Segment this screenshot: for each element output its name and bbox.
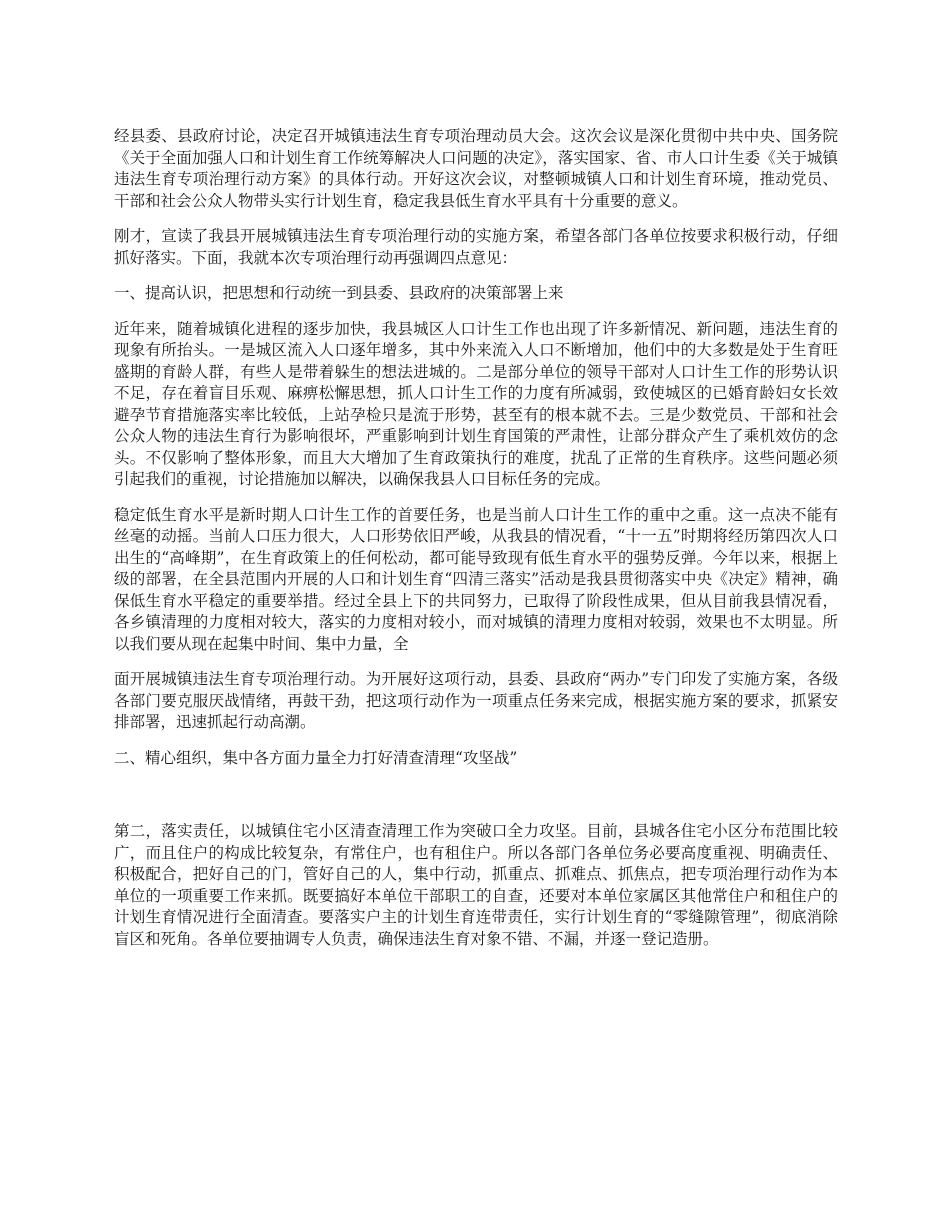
- paragraph-stability: 稳定低生育水平是新时期人口计生工作的首要任务，也是当前人口计生工作的重中之重。这一点决不能有丝毫的动摇。当前人口压力很大，人口形势依旧严峻，从我县的情况看，“十一五”时期将经历第四次人口出生的“高峰期”，在生育政策上的任何松动，都可能导致现有低生育水平的强势反弹。今年以来，根据上级的部署，在全县范围内开展的人口和计划生育“四清三落实”活动是我县贯彻落实中央《决定》精神，确保低生育水平稳定的重要举措。经过全县上下的共同努力，已取得了阶段性成果，但从目前我县情况看，各乡镇清理的力度相对较大，落实的力度相对较小，而对城镇的清理力度相对较弱，效果也不太明显。所以我们要从现在起集中时间、集中力量，全: [114, 505, 838, 653]
- section-heading-2: 二、精心组织，集中各方面力量全力打好清查清理“攻坚战”: [114, 748, 518, 767]
- paragraph-responsibility: 第二，落实责任，以城镇住宅小区清查清理工作为突破口全力攻坚。目前，县城各住宅小区分布范围比较广，而且住户的构成比较复杂，有常住户，也有租住户。所以各部门各单位务必要高度重视、明确责任、积极配合，把好自己的门，管好自己的人，集中行动，抓重点、抓难点、抓焦点，把专项治理行动作为本单位的一项重要工作来抓。既要搞好本单位干部职工的自查，还要对本单位家属区其他常住户和租住户的计划生育情况进行全面清查。要落实户主的计划生育连带责任，实行计划生育的“零缝隙管理”，彻底消除盲区和死角。各单位要抽调专人负责，确保违法生育对象不错、不漏，并逐一登记造册。: [114, 822, 838, 948]
- document-body: [114, 126, 838, 964]
- paragraph-plan: 刚才，宣读了我县开展城镇违法生育专项治理行动的实施方案，希望各部门各单位按要求积极行动，仔细抓好落实。下面，我就本次专项治理行动再强调四点意见：: [114, 227, 838, 267]
- paragraph-action: 面开展城镇违法生育专项治理行动。为开展好这项行动，县委、县政府“两办”专门印发了实施方案，各级各部门要克服厌战情绪，再鼓干劲，把这项行动作为一项重点任务来完成，根据实施方案的要求，抓紧安排部署，迅速抓起行动高潮。: [114, 670, 838, 731]
- paragraph-problems: 近年来，随着城镇化进程的逐步加快，我县城区人口计生工作也出现了许多新情况、新问题，违法生育的现象有所抬头。一是城区流入人口逐年增多，其中外来流入人口不断增加，他们中的大多数是处于生育旺盛期的育龄人群，有些人是带着躲生的想法进城的。二是部分单位的领导干部对人口计生工作的形势认识不足，存在着盲目乐观、麻痹松懈思想，抓人口计生工作的力度有所减弱，致使城区的已婚育龄妇女长效避孕节育措施落实率比较低，上站孕检只是流于形势，甚至有的根本就不去。三是少数党员、干部和社会公众人物的违法生育行为影响很坏，严重影响到计划生育国策的严肃性，让部分群众产生了乘机效仿的念头。不仅影响了整体形象，而且大大增加了生育政策执行的难度，扰乱了正常的生育秩序。这些问题必须引起我们的重视，讨论措施加以解决，以确保我县人口目标任务的完成。: [114, 319, 838, 488]
- paragraph-intro: 经县委、县政府讨论，决定召开城镇违法生育专项治理动员大会。这次会议是深化贯彻中共中央、国务院《关于全面加强人口和计划生育工作统筹解决人口问题的决定》，落实国家、省、市人口计生委《关于城镇违法生育专项治理行动方案》的具体行动。开好这次会议，对整顿城镇人口和计划生育环境，推动党员、干部和社会公众人物带头实行计划生育，稳定我县低生育水平具有十分重要的意义。: [114, 127, 838, 210]
- section-heading-1: 一、提高认识，把思想和行动统一到县委、县政府的决策部署上来: [114, 284, 564, 302]
